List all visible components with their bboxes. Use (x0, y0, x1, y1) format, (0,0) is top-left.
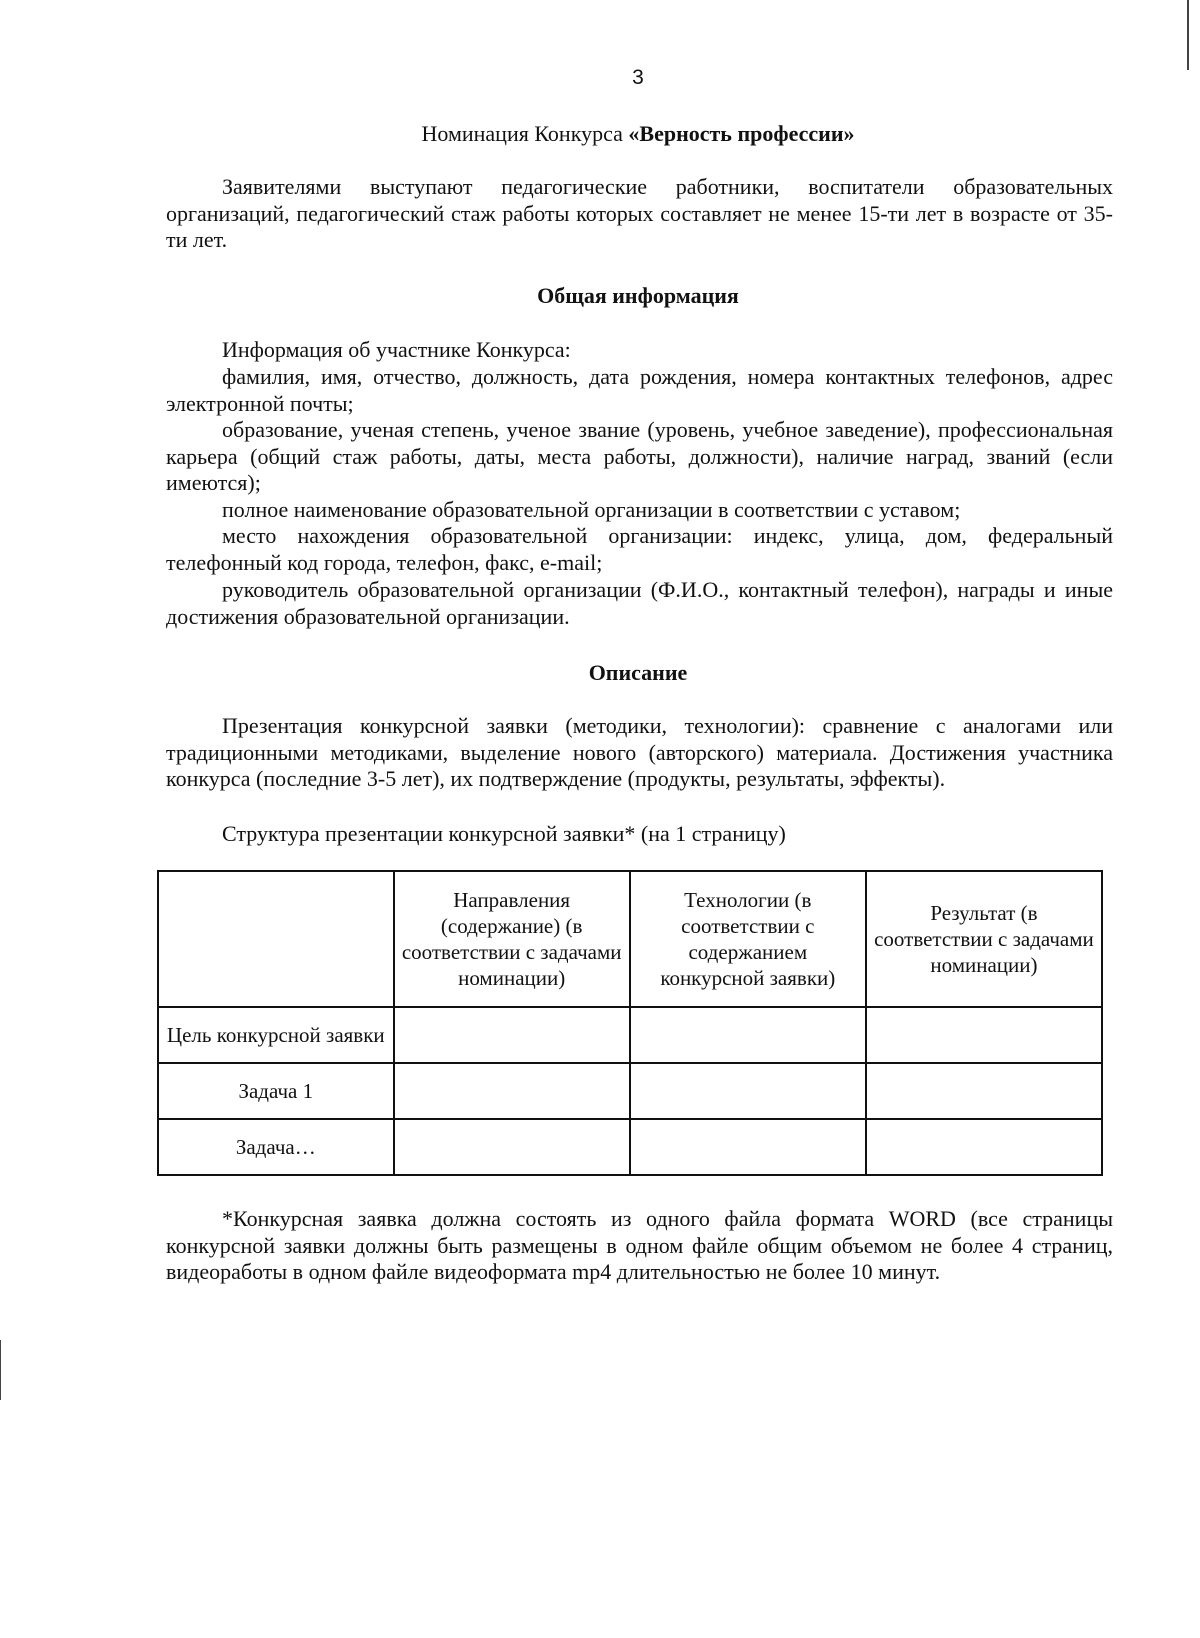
table-cell[interactable] (630, 1119, 866, 1175)
nomination-title (0, 121, 1200, 147)
table-row-label: Цель конкурсной заявки (158, 1007, 394, 1063)
structure-caption: Структура презентации конкурсной заявки* (на 1 страницу) (222, 821, 786, 846)
table-cell[interactable] (394, 1063, 630, 1119)
table-cell[interactable] (394, 1007, 630, 1063)
table-cell[interactable] (866, 1007, 1102, 1063)
nomination-prefix: Номинация Конкурса (421, 121, 629, 146)
general-info-item: руководитель образовательной организации (Ф.И.О., контактный телефон), награды и иные достижения образовательной организации. (166, 577, 1113, 629)
table-row-label: Задача 1 (158, 1063, 394, 1119)
table-header-cell: Технологии (в соответствии с содержанием конкурсной заявки) (630, 871, 866, 1007)
general-info-heading: Общая информация (537, 283, 739, 308)
page-number: 3 (632, 66, 644, 89)
description-heading: Описание (588, 660, 688, 685)
nomination-name: «Верность профессии» (628, 121, 855, 146)
participant-info-lead: Информация об участнике Конкурса: (222, 337, 571, 362)
table-cell[interactable] (394, 1119, 630, 1175)
general-info-item: место нахождения образовательной организации: индекс, улица, дом, федеральный телефонный код города, телефон, факс, e-mail; (166, 523, 1113, 575)
general-info-item: образование, ученая степень, ученое звание (уровень, учебное заведение), профессиональная карьера (общий стаж работы, даты, места работы, должности), наличие наград, званий (если имеются); (166, 417, 1113, 495)
table-cell[interactable] (630, 1063, 866, 1119)
description-paragraph: Презентация конкурсной заявки (методики, технологии): сравнение с аналогами или традиционными методиками, выделение нового (авторского) материала. Достижения участника конкурса (последние 3-5 лет), их подтверждение (продукты, результаты, эффекты). (166, 713, 1113, 791)
structure-table (157, 870, 1103, 1176)
table-header-cell: Результат (в соответствии с задачами номинации) (866, 871, 1102, 1007)
table-cell[interactable] (866, 1063, 1102, 1119)
scan-edge-mark (0, 1340, 1, 1400)
intro-paragraph: Заявителями выступают педагогические работники, воспитатели образовательных организаций, педагогический стаж работы которых составляет не менее 15-ти лет в возрасте от 35-ти лет. (166, 174, 1113, 252)
table-cell[interactable] (630, 1007, 866, 1063)
footnote: *Конкурсная заявка должна состоять из одного файла формата WORD (все страницы конкурсной заявки должны быть размещены в одном файле общим объемом не более 4 страниц, видеоработы в одном файле видеоформата mp4 длительностью не более 10 минут. (166, 1206, 1113, 1284)
table-row (158, 1007, 1102, 1063)
scan-edge-mark (1187, 0, 1189, 70)
table-cell[interactable] (866, 1119, 1102, 1175)
table-row (158, 1119, 1102, 1175)
general-info-item: полное наименование образовательной организации в соответствии с уставом; (222, 497, 961, 522)
table-header-cell: Направления (содержание) (в соответствии с задачами номинации) (394, 871, 630, 1007)
table-header-row (158, 871, 1102, 1007)
table-header-cell (158, 871, 394, 1007)
table-row-label: Задача… (158, 1119, 394, 1175)
general-info-item: фамилия, имя, отчество, должность, дата рождения, номера контактных телефонов, адрес электронной почты; (166, 364, 1113, 416)
table-row (158, 1063, 1102, 1119)
